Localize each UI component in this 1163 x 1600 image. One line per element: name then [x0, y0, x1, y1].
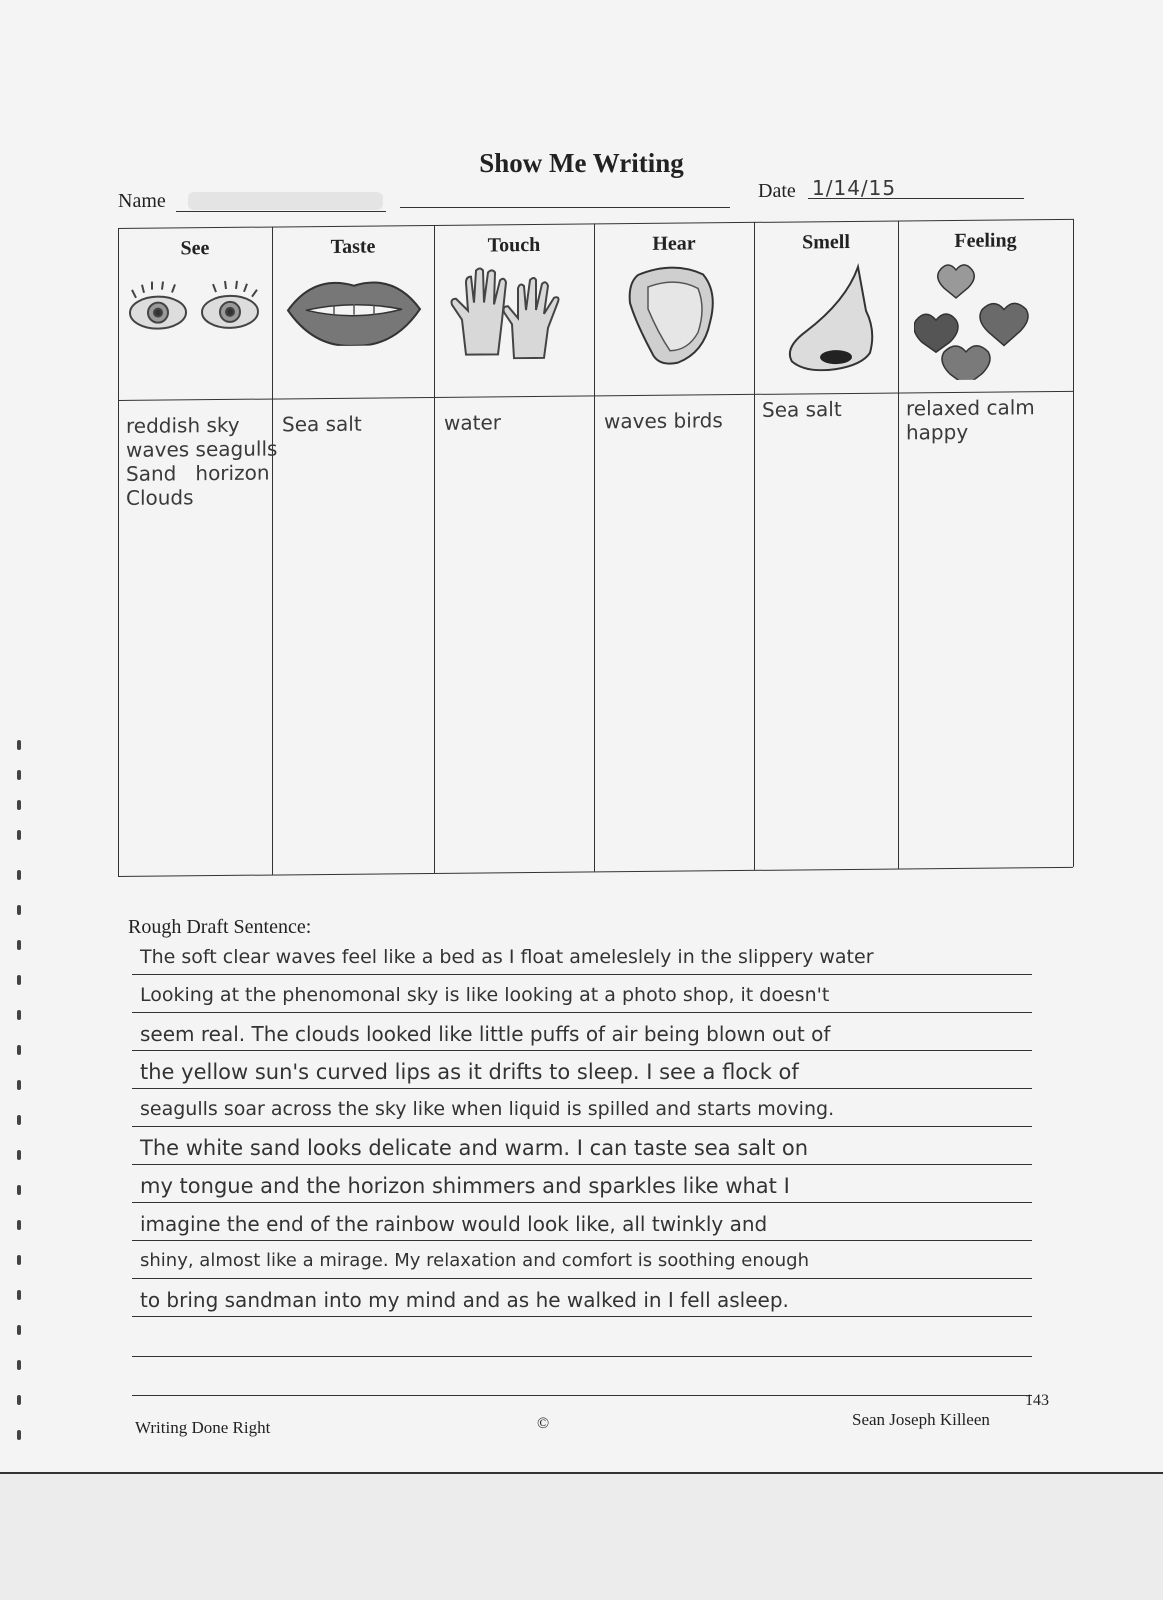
column-divider [434, 225, 435, 873]
smell-notes: Sea salt [762, 397, 842, 422]
name-line [176, 211, 386, 212]
writing-line [132, 974, 1032, 975]
draft-line: the yellow sun's curved lips as it drifts to sleep. I see a flock of [140, 1060, 799, 1084]
binding-mark [17, 975, 21, 985]
taste-notes: Sea salt [282, 411, 362, 437]
footer-author: Sean Joseph Killeen [852, 1410, 990, 1429]
binding-mark [17, 830, 21, 840]
draft-line: Looking at the phenomonal sky is like looking at a photo shop, it doesn't [140, 984, 830, 1006]
draft-line: The soft clear waves feel like a bed as I float ameleslely in the slippery water [140, 946, 874, 968]
senses-table [118, 219, 1073, 876]
binding-mark [17, 1290, 21, 1300]
footer-copyright: © [537, 1415, 550, 1432]
hands-icon [448, 264, 578, 360]
binding-mark [17, 1220, 21, 1230]
writing-line [132, 1164, 1032, 1165]
binding-mark [17, 770, 21, 780]
column-divider [898, 221, 899, 869]
binding-mark [17, 1395, 21, 1405]
name-label: Name [118, 190, 166, 212]
eyes-icon [122, 267, 268, 348]
binding-mark [17, 740, 21, 750]
writing-line [132, 1050, 1032, 1051]
touch-notes: water [444, 410, 501, 435]
writing-line [132, 1012, 1032, 1013]
binding-mark [17, 1325, 21, 1335]
table-border-left [118, 228, 119, 876]
date-label: Date [758, 180, 796, 202]
draft-line: The white sand looks delicate and warm. I can taste sea salt on [140, 1136, 809, 1160]
header-touch: Touch [487, 233, 541, 257]
table-border-top [118, 219, 1073, 229]
binding-mark [17, 905, 21, 915]
binding-mark [17, 1080, 21, 1090]
writing-line [132, 1126, 1032, 1127]
draft-line: my tongue and the horizon shimmers and sparkles like what I [140, 1174, 790, 1198]
header-feeling: Feeling [954, 229, 1017, 252]
redacted-name [188, 192, 383, 210]
page-number: 143 [1025, 1392, 1049, 1409]
draft-line: to bring sandman into my mind and as he walked in I fell asleep. [140, 1288, 789, 1312]
lips-icon [284, 265, 424, 346]
rough-draft-label: Rough Draft Sentence: [128, 916, 312, 938]
writing-line [132, 1316, 1032, 1317]
writing-line [132, 1395, 1032, 1396]
header-see: See [180, 237, 210, 260]
feeling-notes: relaxed calm happy [906, 395, 1035, 445]
header-smell: Smell [802, 230, 850, 254]
draft-line: seem real. The clouds looked like little puffs of air being blown out of [140, 1022, 831, 1046]
binding-mark [17, 940, 21, 950]
binding-mark [17, 1430, 21, 1440]
worksheet-title: Show Me Writing [479, 148, 684, 178]
date-value: 1/14/15 [812, 176, 897, 200]
ear-icon [618, 262, 728, 368]
writing-line [132, 1202, 1032, 1203]
name-line-extension [400, 207, 730, 208]
binding-mark [17, 1360, 21, 1370]
binding-mark [17, 1255, 21, 1265]
hearts-icon [914, 259, 1054, 380]
column-divider [272, 227, 273, 875]
footer-source: Writing Done Right [135, 1418, 271, 1437]
table-border-bottom [118, 867, 1073, 877]
binding-mark [17, 1045, 21, 1055]
draft-line: shiny, almost like a mirage. My relaxation and comfort is soothing enough [140, 1250, 809, 1271]
binding-mark [17, 1115, 21, 1125]
binding-mark [17, 1150, 21, 1160]
writing-line [132, 1240, 1032, 1241]
see-notes: reddish sky waves seagulls Sand horizon Clouds [126, 412, 278, 510]
hear-notes: waves birds [604, 408, 723, 434]
writing-line [132, 1088, 1032, 1089]
binding-mark [17, 870, 21, 880]
nose-icon [766, 261, 886, 372]
binding-mark [17, 800, 21, 810]
table-border-right [1073, 219, 1074, 867]
header-taste: Taste [330, 235, 376, 258]
writing-line [132, 1278, 1032, 1279]
column-divider [754, 222, 755, 870]
draft-line: seagulls soar across the sky like when liquid is spilled and starts moving. [140, 1098, 835, 1120]
column-divider [594, 223, 595, 871]
draft-line: imagine the end of the rainbow would look like, all twinkly and [140, 1212, 768, 1236]
binding-mark [17, 1185, 21, 1195]
binding-mark [17, 1010, 21, 1020]
writing-line [132, 1356, 1032, 1357]
header-hear: Hear [652, 232, 696, 255]
